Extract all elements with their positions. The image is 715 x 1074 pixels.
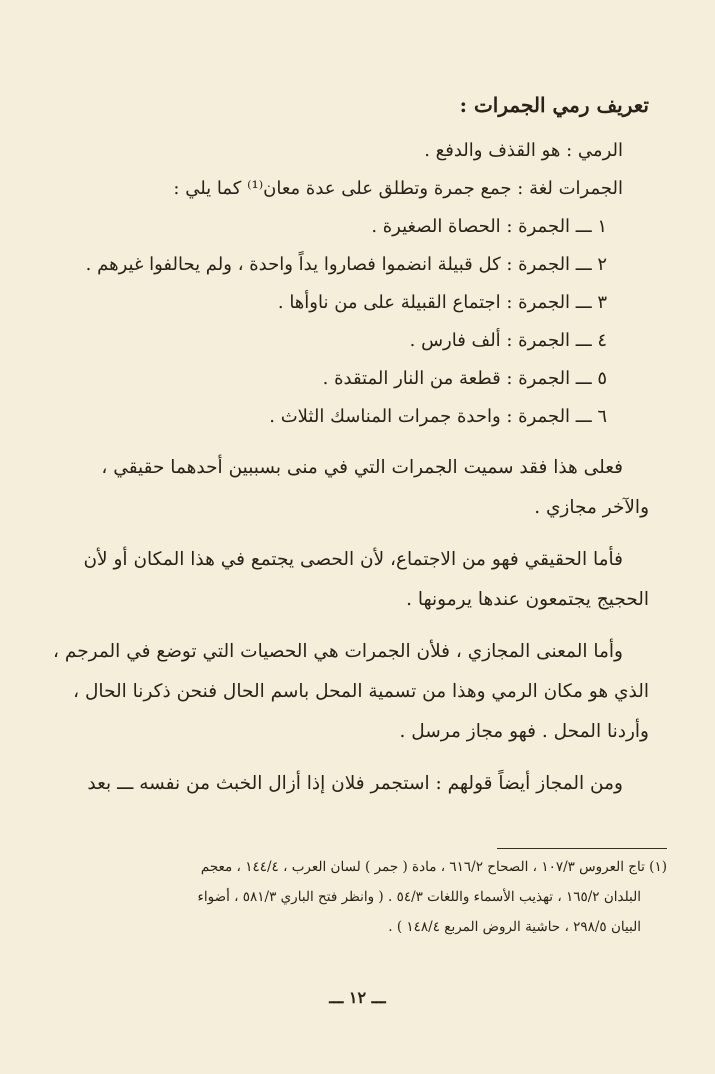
meaning-item: ٥ ـــ الجمرة : قطعة من النار المتقدة . [322,368,607,389]
paragraph-line: وأما المعنى المجازي ، فلأن الجمرات هي الحصيات التي توضع في المرجم ، [53,641,623,662]
section-heading: تعريف رمي الجمرات : [459,93,649,117]
footnote-divider [497,848,667,849]
meaning-item: ١ ـــ الجمرة : الحصاة الصغيرة . [371,216,607,237]
definition-rami: الرمي : هو القذف والدفع . [424,140,623,161]
paragraph-metaphor [48,764,649,804]
meaning-item: ٣ ـــ الجمرة : اجتماع القبيلة على من ناوأها . [277,292,607,313]
definition-jamarat: الجمرات لغة : جمع جمرة وتطلق على عدة معان⁽¹⁾ كما يلي : [173,178,623,199]
footnote-line: (١) تاج العروس ١٠٧/٣ ، الصحاح ٦١٦/٢ ، مادة ( جمر ) لسان العرب ، ١٤٤/٤ ، معجم [200,859,667,875]
paragraph-line: الذي هو مكان الرمي وهذا من تسمية المحل باسم الحال فنحن ذكرنا الحال ، [73,681,649,702]
paragraph-line: الحجيج يجتمعون عندها يرمونها . [406,589,649,610]
paragraph-figurative [48,632,649,752]
paragraph-literal [48,540,649,620]
meaning-item: ٢ ـــ الجمرة : كل قبيلة انضموا فصاروا يداً واحدة ، ولم يحالفوا غيرهم . [85,254,607,275]
meaning-item: ٤ ـــ الجمرة : ألف فارس . [409,330,607,351]
meaning-item: ٦ ـــ الجمرة : واحدة جمرات المناسك الثلاث . [269,406,607,427]
footnote-line: البلدان ١٦٥/٢ ، تهذيب الأسماء واللغات ٥٤/٣ . ( وانظر فتح الباري ٥٨١/٣ ، أضواء [197,889,641,905]
paragraph-line: وأردنا المحل . فهو مجاز مرسل . [399,721,649,742]
paragraph-line: فعلى هذا فقد سميت الجمرات التي في منى بسببين أحدهما حقيقي ، [101,457,623,478]
paragraph-line: فأما الحقيقي فهو من الاجتماع، لأن الحصى يجتمع في هذا المكان أو لأن [83,549,623,570]
paragraph-reason [48,448,649,528]
meanings-list [48,208,649,436]
page-number: ـــ ١٢ ـــ [329,988,386,1007]
footnotes [46,852,667,942]
paragraph-line: والآخر مجازي . [534,497,649,518]
paragraph-line: ومن المجاز أيضاً قولهم : استجمر فلان إذا أزال الخبث من نفسه ـــ بعد [87,773,623,794]
footnote-line: البيان ٢٩٨/٥ ، حاشية الروض المربع ١٤٨/٤ ) . [388,919,641,935]
